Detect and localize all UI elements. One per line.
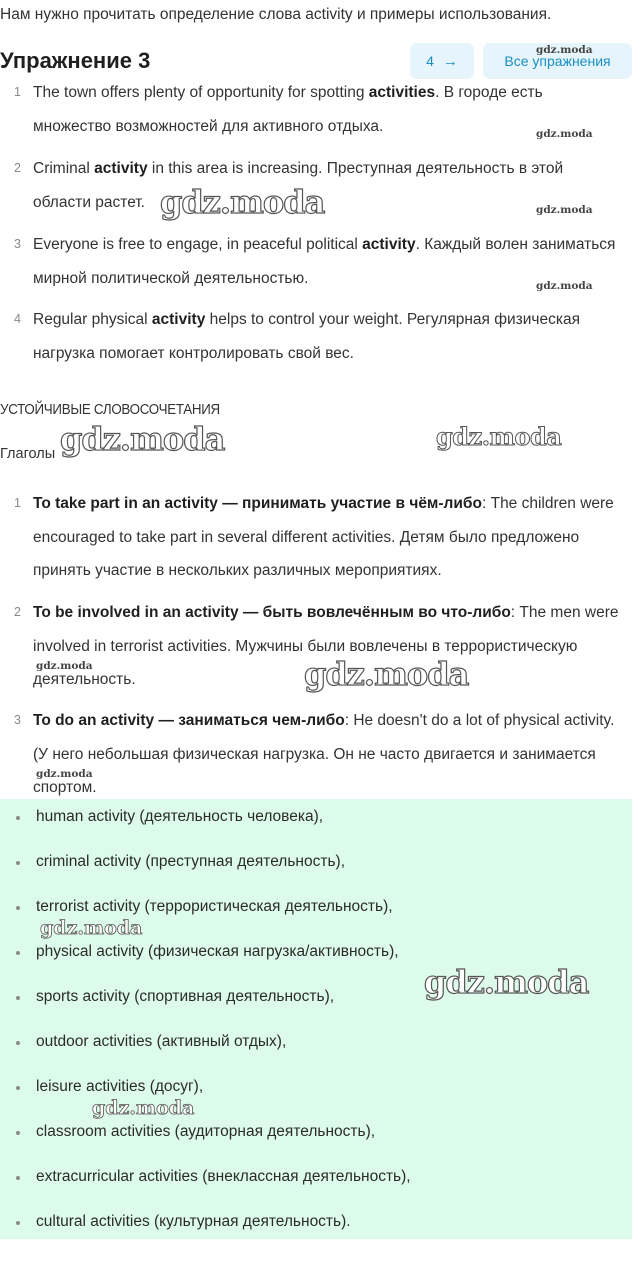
bullet-icon [16,816,20,820]
bullet-icon [16,1176,20,1180]
watermark: gdz.moda [304,655,469,693]
list-item: cultural activities (культурная деятельность). [0,1213,600,1231]
verbs-label: Глаголы [0,446,56,462]
list-item: terrorist activity (террористическая деятельность), [0,898,600,916]
list-item: classroom activities (аудиторная деятельность), [0,1123,600,1141]
watermark: gdz.moda [536,280,593,292]
next-exercise-button[interactable] [410,43,474,79]
example-item: 1 The town offers plenty of opportunity for spotting activities. В городе есть множество возможностей для активного отдыха. [14,84,543,135]
example-item: 4 Regular physical activity helps to control your weight. Регулярная физическая нагрузка помогает контролировать свой вес. [14,311,580,362]
collocation-item: 3 To do an activity — заниматься чем-либо: He doesn't do a lot of physical activity. (У него небольшая физическая нагрузка. Он не часто двигается и занимается спортом. [14,712,615,796]
list-item: leisure activities (досуг), [0,1078,600,1096]
watermark: gdz.moda [160,183,325,221]
watermark: gdz.moda [40,917,143,939]
watermark: gdz.moda [36,768,93,780]
watermark: gdz.moda [536,44,593,56]
bullet-icon [16,1041,20,1045]
watermark: gdz.moda [36,660,93,672]
watermark: gdz.moda [60,420,225,458]
arrow-right-icon: → [442,52,458,70]
watermark: gdz.moda [92,1097,195,1119]
collocation-item: 2 To be involved in an activity — быть вовлечённым во что-либо: The men were involved in terrorist activities. Мужчины были вовлечены в террористическую деятельность. [14,604,619,688]
list-item: physical activity (физическая нагрузка/активность), [0,943,600,961]
bullet-icon [16,861,20,865]
example-item: 2 Criminal activity in this area is increasing. Преступная деятельность в этой области растет. [14,160,564,211]
bullet-icon [16,1221,20,1225]
bullet-icon [16,996,20,1000]
watermark: gdz.moda [536,128,593,140]
list-item: human activity (деятельность человека), [0,808,600,826]
bullet-icon [16,906,20,910]
watermark: gdz.moda [536,204,593,216]
collocation-item: 1 To take part in an activity — принимать участие в чём-либо: The children were encouraged to take part in several different activities. Детям было предложено принять участие в нескольких различных мероприятиях. [14,495,614,579]
all-exercises-button[interactable]: Все упражнения [483,43,632,79]
bullet-icon [16,1131,20,1135]
collocations-heading: УСТОЙЧИВЫЕ СЛОВОСОЧЕТАНИЯ [0,402,220,418]
exercise-number: 4 [426,53,434,69]
example-item: 3 Everyone is free to engage, in peaceful political activity. Каждый волен заниматься мирной политической деятельностью. [14,236,616,286]
watermark: gdz.moda [424,963,589,1001]
bullet-icon [16,1086,20,1090]
bullet-icon [16,951,20,955]
watermark: gdz.moda [436,422,562,451]
intro-text: Нам нужно прочитать определение слова activity и примеры использования. [0,6,552,23]
list-item: extracurricular activities (внеклассная деятельность), [0,1168,600,1186]
list-item: criminal activity (преступная деятельность), [0,853,600,871]
page-title: Упражнение 3 [0,48,151,73]
phrases-box [0,799,632,1239]
list-item: sports activity (спортивная деятельность), [0,988,600,1006]
list-item: outdoor activities (активный отдых), [0,1033,600,1051]
